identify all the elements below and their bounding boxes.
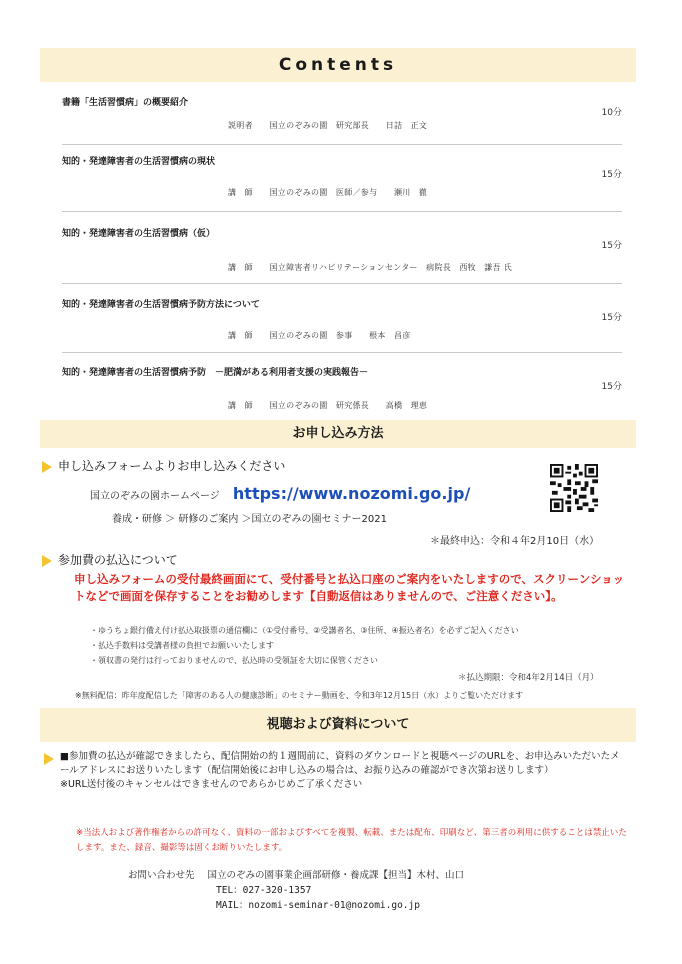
triangle-bullet-icon [42, 461, 52, 473]
item-title: 知的・発達障害者の生活習慣病の現状 [62, 157, 216, 167]
item-speaker: 講 師 国立のぞみの園 研究係長 高橋 理恵 [228, 401, 428, 410]
homepage-row [90, 484, 470, 503]
item-minutes: 15分 [601, 313, 622, 323]
item-minutes: 15分 [601, 382, 622, 392]
homepage-label: 国立のぞみの園ホームページ [90, 491, 220, 502]
payment-deadline: ＊払込期限：令和4年2月14日（月） [458, 673, 599, 683]
apply-title: お申し込み方法 [292, 426, 384, 441]
item-speaker: 講 師 国立障害者リハビリテーションセンター 病院長 西牧 謙吾 氏 [228, 263, 512, 272]
contents-item [62, 365, 622, 410]
item-title: 知的・発達障害者の生活習慣病予防方法について [62, 300, 260, 310]
application-deadline: ＊最終申込：令和４年2月10日（水） [430, 536, 600, 547]
divider [62, 283, 622, 284]
contents-item [62, 95, 622, 135]
item-speaker: 説明者 国立のぞみの園 研究部長 日詰 正文 [228, 121, 428, 130]
apply-header-band [40, 420, 636, 448]
viewing-header-band [40, 708, 636, 742]
contact-mail[interactable]: MAIL：nozomi-seminar-01@nozomi.go.jp [216, 900, 420, 911]
fee-notice: 申し込みフォームの受付最終画面にて、受付番号と払込口座のご案内をいたしますので、スクリーンショットなどで画面を保存することをお勧めします【自動返信はありませんので、ご注意ください】。 [74, 572, 625, 603]
item-speaker: 講 師 国立のぞみの園 医師／参与 瀬川 徹 [228, 188, 428, 197]
copyright-note: ※当法人および著作権者からの許可なく、資料の一部およびすべてを複製、転載、または配布、印刷など、第三者の利用に供することは禁止いたします。また、録音、撮影等は固くお断りいたします。 [76, 828, 627, 853]
viewing-body: ■参加費の払込が確認できましたら、配信開始の約１週間前に、資料のダウンロードと視聴ページのURLを、お申込みいただいたメールアドレスにお送りいたします（配信開始後にお申し込みの場合は、お振り込みの確認ができ次第お送りします） ※URL送付後のキャンセルはできませんのであらかじめご了承ください [44, 750, 629, 792]
item-minutes: 10分 [601, 108, 622, 118]
contact-label: お問い合わせ先 [128, 870, 195, 881]
item-minutes: 15分 [601, 241, 622, 251]
item-minutes: 15分 [601, 170, 622, 180]
qr-code-icon[interactable] [550, 464, 598, 512]
contact-row [128, 867, 464, 881]
form-heading: 申し込みフォームよりお申し込みください [42, 457, 285, 474]
item-speaker: 講 師 国立のぞみの園 参事 根本 昌彦 [228, 331, 411, 340]
item-title: 書籍「生活習慣病」の概要紹介 [62, 98, 189, 108]
contents-item [62, 154, 622, 197]
item-title: 知的・発達障害者の生活習慣病予防 －肥満がある利用者支援の実践報告－ [62, 368, 369, 378]
triangle-bullet-icon [42, 555, 52, 567]
contents-item [62, 297, 622, 340]
fee-bullet: ・払込手数料は受講者様の負担でお願いいたします [90, 641, 274, 650]
cancel-note: ※URL送付後のキャンセルはできませんのであらかじめご了承ください [60, 779, 363, 790]
contact-tel: TEL：027-320-1357 [216, 885, 312, 896]
contents-title: Contents [278, 55, 398, 75]
nav-path: 養成・研修 ＞ 研修のご案内 ＞国立のぞみの園セミナー2021 [112, 514, 387, 525]
triangle-bullet-icon [44, 753, 54, 765]
contact-org: 国立のぞみの園事業企画部研修・養成課【担当】木村、山口 [207, 870, 465, 881]
contents-item [62, 226, 622, 272]
fee-bullet: ・領収書の発行は行っておりませんので、払込時の受領証を大切に保管ください [90, 656, 378, 665]
divider [62, 211, 622, 212]
homepage-link[interactable]: https://www.nozomi.go.jp/ [232, 484, 471, 503]
fee-heading: 参加費の払込について [42, 551, 178, 568]
viewing-title: 視聴および資料について [266, 717, 410, 732]
contents-header-band [40, 48, 636, 82]
divider [62, 352, 622, 353]
divider [62, 144, 622, 145]
free-streaming-note: ※無料配信：昨年度配信した「障害のある人の健康診断」のセミナー動画を、令和3年12月15日（水）よりご覧いただけます [75, 691, 524, 700]
item-title: 知的・発達障害者の生活習慣病（仮） [62, 229, 216, 239]
fee-bullet: ・ゆうちょ銀行備え付け払込取扱票の通信欄に（①受付番号、②受講者名、③住所、④振込者名）を必ずご記入ください [90, 626, 519, 635]
